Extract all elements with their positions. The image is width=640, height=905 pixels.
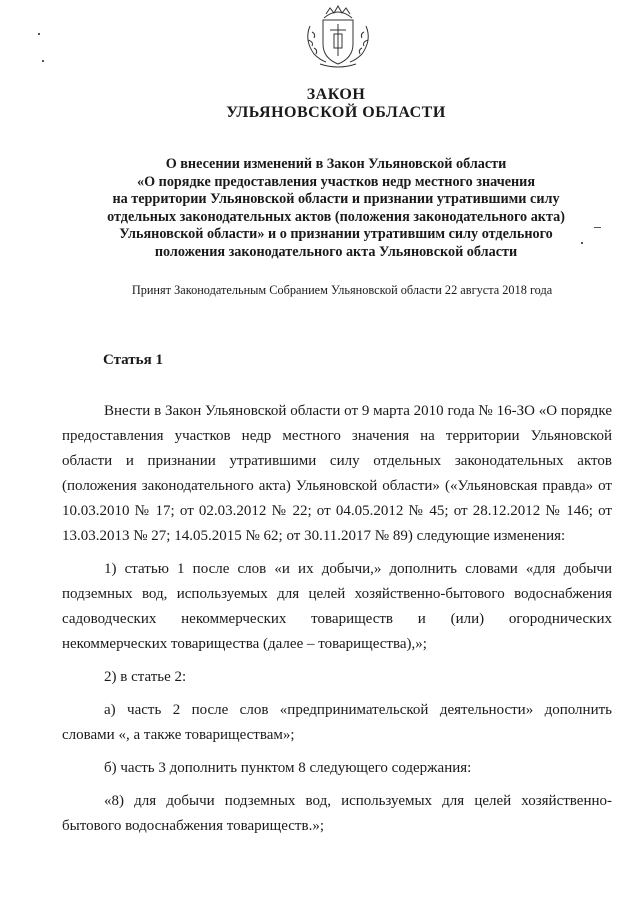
paragraph-item-2: 2) в статье 2: [104, 669, 187, 685]
subject-line: Ульяновской области» и о признании утратившим силу отдельного [119, 226, 553, 243]
paragraph-item-2b-quote: «8) для добычи подземных вод, используемых для целей хозяйственно-бытового водоснабжения товариществ.»; [62, 793, 612, 834]
paragraph-item-1: 1) статью 1 после слов «и их добычи,» дополнить словами «для добычи подземных вод, используемых для целей хозяйственно-бытового водоснабжения садоводческих некоммерческих товариществ и (или) огороднических некоммерческих товарищества (далее – товарищества),»; [62, 561, 612, 652]
article-body [62, 399, 612, 847]
subject-line: на территории Ульяновской области и признании утратившими силу [112, 191, 560, 208]
subject-line: отдельных законодательных актов (положения законодательного акта) [107, 208, 565, 225]
law-subject [60, 156, 612, 262]
scan-dot [42, 60, 44, 62]
paragraph-intro: Внести в Закон Ульяновской области от 9 марта 2010 года № 16-ЗО «О порядке предоставления участков недр местного значения на территории Ульяновской области и признании утратившими силу отдельных законодательных актов (положения законодательного акта) Ульяновской области» («Ульяновская правда» от 10.03.2010 № 17; от 02.03.2012 № 22; от 04.05.2012 № 45; от 28.12.2012 № 146; от 13.03.2013 № 27; 14.05.2015 № 62; от 30.11.2017 № 89) следующие изменения: [62, 403, 612, 544]
scan-dot [38, 33, 40, 35]
article-title: Статья 1 [103, 352, 163, 368]
paragraph-item-2a: а) часть 2 после слов «предпринимательской деятельности» дополнить словами «, а также товариществам»; [62, 702, 612, 743]
subject-line: «О порядке предоставления участков недр местного значения [136, 173, 536, 190]
adoption-statement: Принят Законодательным Собранием Ульяновской области 22 августа 2018 года [131, 283, 553, 297]
subject-line: О внесении изменений в Закон Ульяновской области [165, 156, 507, 172]
paragraph-item-2b: б) часть 3 дополнить пунктом 8 следующего содержания: [104, 760, 472, 776]
coat-of-arms-emblem [296, 4, 380, 68]
law-title-line-1: ЗАКОН [306, 86, 366, 103]
subject-line: положения законодательного акта Ульяновской области [154, 243, 518, 260]
law-title-line-2: УЛЬЯНОВСКОЙ ОБЛАСТИ [226, 104, 446, 121]
